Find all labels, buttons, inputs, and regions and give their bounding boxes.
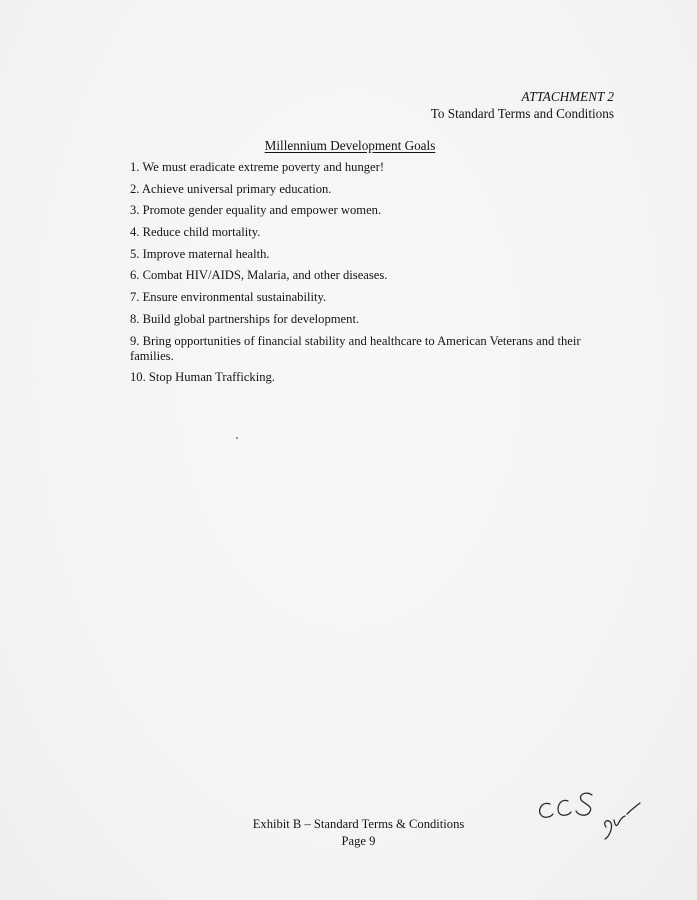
page-footer [0, 816, 697, 850]
goal-item: 1. We must eradicate extreme poverty and hunger! [130, 160, 385, 174]
goal-item: 7. Ensure environmental sustainability. [130, 290, 327, 305]
attachment-header [431, 88, 614, 122]
goal-item: 3. Promote gender equality and empower women. [130, 203, 382, 218]
goal-item: 2. Achieve universal primary education. [130, 181, 332, 196]
goal-item: 9. Bring opportunities of financial stability and healthcare to American Veterans and their families. [130, 333, 581, 363]
goal-item: 4. Reduce child mortality. [130, 225, 261, 240]
attachment-subtitle: To Standard Terms and Conditions [430, 106, 614, 121]
goal-item: 8. Build global partnerships for development. [130, 311, 360, 326]
goal-item: 6. Combat HIV/AIDS, Malaria, and other diseases. [130, 268, 388, 283]
attachment-label: ATTACHMENT 2 [521, 89, 614, 104]
goal-item: 5. Improve maternal health. [130, 246, 270, 261]
goal-item: 10. Stop Human Trafficking. [130, 370, 275, 385]
document-title: Millennium Development Goals [264, 138, 436, 153]
scan-speck [236, 437, 238, 439]
exhibit-line: Exhibit B – Standard Terms & Conditions [252, 817, 465, 831]
page-number: Page 9 [341, 834, 376, 848]
goals-list [130, 160, 625, 392]
